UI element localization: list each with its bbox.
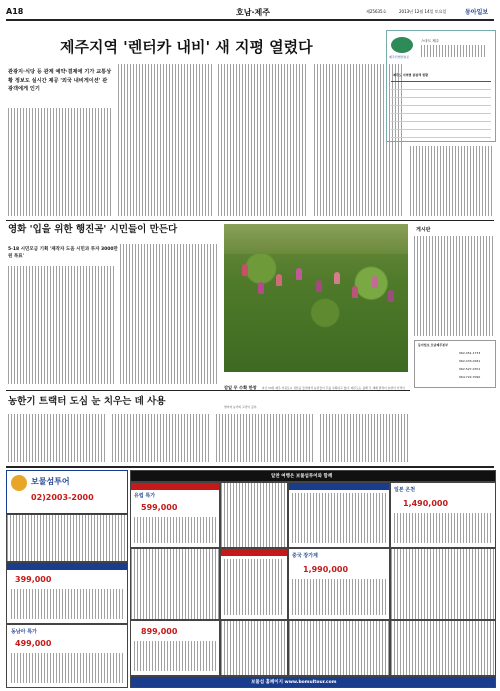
lead-body-col2 (118, 64, 212, 216)
photo-caption-text: 지난 13일 제주 서귀포시 성산읍 들녘에서 농민들이 무를 수확하고 있다. 제주도는 올해 무 재배 면적이 늘면서 가격이 떨어져 농가의 고민이 깊다. (224, 386, 405, 409)
contact-title: 동아일보 호남제주본부 (418, 343, 449, 347)
feature-body-col1 (8, 266, 114, 384)
second-body-col4 (320, 414, 410, 462)
side-label: 스마트 제주 (421, 39, 440, 43)
ad-cell-4 (390, 482, 496, 548)
lead-body-col5 (410, 146, 494, 216)
ad-cell-2 (220, 482, 288, 548)
contact-4: 064-722-7090 (459, 375, 481, 379)
ad-cell-5 (130, 548, 220, 620)
ad-top-banner (130, 470, 496, 482)
feature-deck: 5·18 시민모금 기획 '제작자 도움 시민과 투자 3000만원 목표' (8, 247, 118, 259)
ad-cell-1 (130, 482, 220, 548)
side-badge: 제주컨벤션뷰로 (389, 55, 410, 59)
ad-price-6: 899,000 (141, 627, 178, 636)
page-number: A18 (6, 7, 24, 16)
second-body-col1 (8, 414, 106, 462)
header-rule (6, 19, 494, 21)
feature-body-col2 (120, 244, 218, 384)
ad-label-b: 유럽 특가 (134, 493, 156, 499)
contact-2: 062-433-0181 (459, 359, 481, 363)
paper-name: 동아일보 (465, 9, 489, 16)
side-list-title: 제주도 지역별 관광객 현황 (393, 73, 429, 77)
ad-bottom-banner (130, 676, 496, 688)
side-list-table (391, 81, 491, 138)
contact-3: 062-527-0701 (459, 367, 481, 371)
section-name: 호남·제주 (236, 8, 270, 17)
ad-label-a: 동남아 특가 (11, 629, 37, 635)
ad-label-d: 중국 장가계 (292, 553, 318, 559)
photo-caption-title: 감잎 무 수확 한창 (224, 385, 257, 390)
ad-price-3: 599,000 (141, 503, 178, 512)
bulletin-body (414, 236, 494, 336)
lead-deck: 관광지·식당 등 관계 예약·결제에 기가 교통상황 정보도 실시간 제공 '외국 내비게이션' 관광객에게 인기 (8, 69, 112, 92)
ad-tile-3 (6, 624, 128, 688)
ad-price-4: 1,490,000 (403, 499, 449, 508)
ad-cell-11 (288, 620, 390, 676)
ad-cell-6 (220, 548, 288, 620)
ad-cell-8 (390, 548, 496, 620)
page-header (6, 6, 494, 18)
lead-body-col3 (218, 64, 308, 216)
bulletin-title: 게시판 (416, 227, 431, 233)
second-body-col2 (112, 414, 210, 462)
ad-tile-1 (6, 514, 128, 562)
ad-label-c: 일본 온천 (394, 487, 416, 493)
lead-body-col1 (8, 108, 112, 216)
bomul-logo-icon (11, 475, 27, 491)
lead-headline: 제주지역 '렌터카 내비' 새 지평 열렸다 (60, 38, 313, 56)
jeju-logo-icon (391, 37, 413, 53)
ad-price-2: 499,000 (15, 639, 52, 648)
section-rule-1 (6, 220, 494, 221)
ad-top-banner-text: 알찬 여행은 보물섬투어와 함께 (271, 474, 333, 479)
ad-brand-name: 보물섬투어 (31, 477, 70, 486)
ad-bottom-banner-text: 보물섬 홈페이지 www.bomultour.com (251, 680, 337, 685)
ad-cell-12 (390, 620, 496, 676)
issue-date: 2013년 12월 14일 토요일 (399, 9, 447, 14)
second-headline: 농한기 트랙터 도심 눈 치우는 데 사용 (8, 396, 166, 407)
ad-phone: 02)2003-2000 (31, 493, 94, 502)
ads-rule (6, 466, 494, 468)
contact-1: 062-451-1733 (459, 351, 481, 355)
side-bullets (421, 45, 487, 57)
issue-number: 제25635호 (366, 9, 387, 14)
ad-cell-3 (288, 482, 390, 548)
farm-photo (224, 224, 408, 372)
side-graphic (386, 30, 496, 142)
ad-brand-block (6, 470, 128, 514)
ad-price-5: 1,990,000 (303, 565, 349, 574)
ad-price-1: 399,000 (15, 575, 52, 584)
ad-tile-2 (6, 562, 128, 624)
ad-cell-9 (130, 620, 220, 676)
section-rule-2 (6, 390, 410, 391)
ad-cell-10 (220, 620, 288, 676)
second-body-col3 (216, 414, 314, 462)
photo-caption (224, 374, 408, 409)
ad-cell-7 (288, 548, 390, 620)
feature-headline: 영화 '입을 위한 행진곡' 시민들이 만든다 (8, 224, 178, 235)
contact-box (414, 340, 496, 388)
